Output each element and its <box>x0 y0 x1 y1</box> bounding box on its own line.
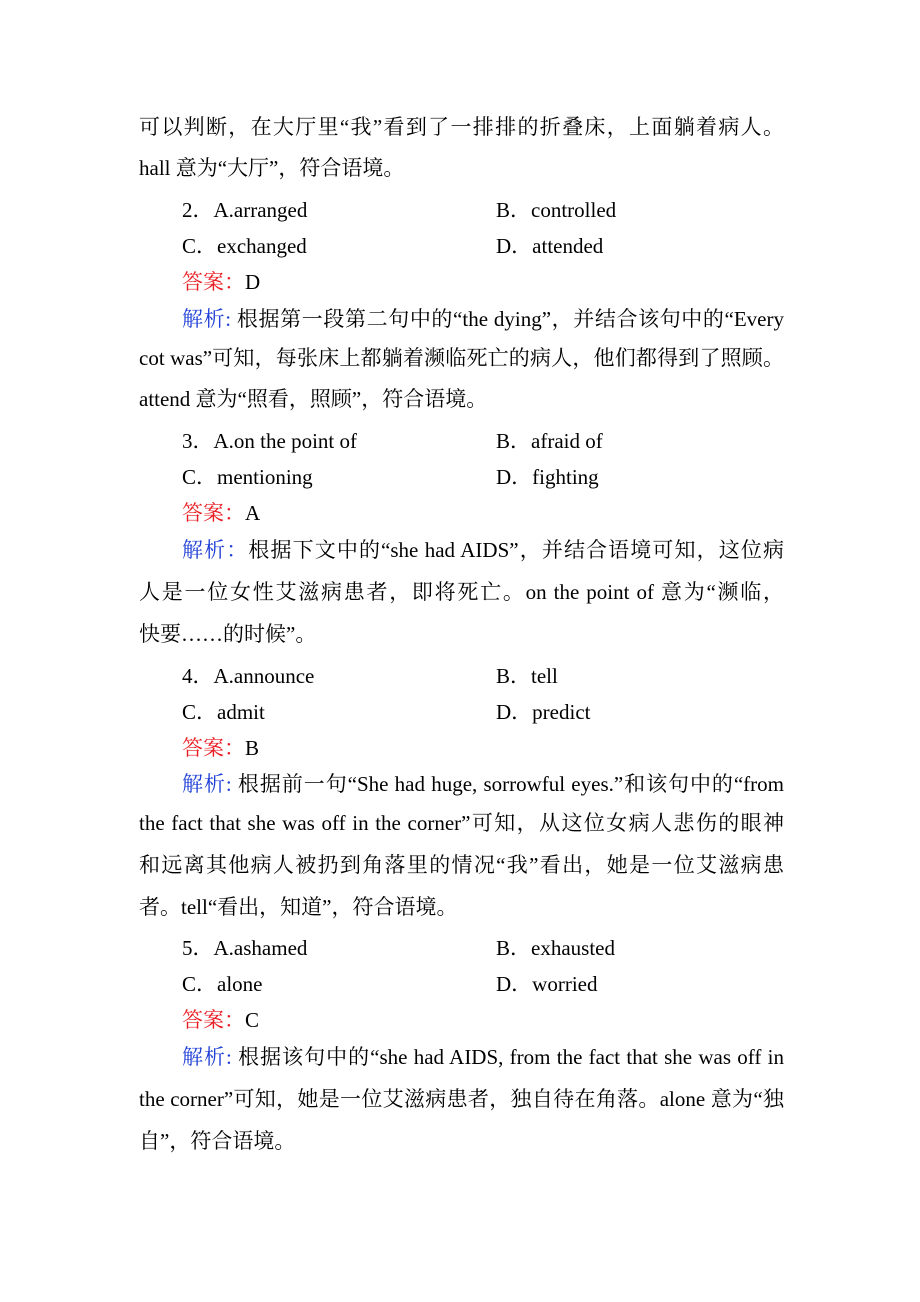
analysis-text: 根据下文中的“she had AIDS”，并结合语境可知，这位病 <box>248 538 784 562</box>
question-4-analysis-line-2: the fact that she was off in the corner”可知，从这位女病人悲伤的眼神 <box>139 811 784 835</box>
intro-line-1: 可以判断，在大厅里“我”看到了一排排的折叠床，上面躺着病人。 <box>139 115 784 139</box>
question-5-analysis-line-2: the corner”可知，她是一位艾滋病患者，独自待在角落。alone 意为“独 <box>139 1087 784 1111</box>
question-4-option-b: B．tell <box>496 664 558 688</box>
question-4-analysis-line-3: 和远离其他病人被扔到角落里的情况“我”看出，她是一位艾滋病患 <box>139 853 784 877</box>
answer-label: 答案： <box>182 736 245 760</box>
answer-value: B <box>245 736 260 760</box>
question-3-analysis-line-1 <box>182 535 784 565</box>
question-2-option-d: D．attended <box>496 234 604 258</box>
question-5-option-c: C．alone <box>182 972 263 996</box>
answer-label: 答案： <box>182 1008 245 1032</box>
answer-value: D <box>245 270 261 294</box>
question-3-option-d: D．fighting <box>496 465 599 489</box>
question-3-option-c: C．mentioning <box>182 465 313 489</box>
question-3-analysis-line-2: 人是一位女性艾滋病患者，即将死亡。on the point of 意为“濒临， <box>139 580 784 604</box>
question-5-option-a: 5．A.ashamed <box>182 936 308 960</box>
question-3-analysis-line-3: 快要……的时候”。 <box>139 622 317 646</box>
question-2-option-a: 2．A.arranged <box>182 198 308 222</box>
analysis-text: 根据该句中的“she had AIDS, from the fact that she was off in <box>231 1045 784 1069</box>
question-5-analysis-line-3: 自”，符合语境。 <box>139 1129 296 1153</box>
question-5-analysis-line-1 <box>182 1042 784 1072</box>
analysis-label: 解析： <box>182 538 249 562</box>
analysis-text: 根据前一句“She had huge, sorrowful eyes.”和该句中的“from <box>231 772 784 796</box>
analysis-label: 解析: <box>182 772 232 796</box>
question-2-analysis-line-2: cot was”可知，每张床上都躺着濒临死亡的病人，他们都得到了照顾。 <box>139 346 784 370</box>
answer-value: A <box>245 501 261 525</box>
question-5-option-d: D．worried <box>496 972 598 996</box>
analysis-label: 解析: <box>182 307 232 331</box>
question-4-answer <box>182 733 259 763</box>
question-4-analysis-line-1 <box>182 769 784 799</box>
question-2-answer <box>182 267 260 297</box>
question-4-option-d: D．predict <box>496 700 591 724</box>
answer-value: C <box>245 1008 260 1032</box>
question-2-analysis-line-1 <box>182 304 784 334</box>
answer-label: 答案： <box>182 501 245 525</box>
question-4-analysis-line-4: 者。tell“看出，知道”，符合语境。 <box>139 895 458 919</box>
question-5-option-b: B．exhausted <box>496 936 615 960</box>
question-5-answer <box>182 1005 259 1035</box>
question-4-option-a: 4．A.announce <box>182 664 315 688</box>
answer-label: 答案： <box>182 270 245 294</box>
question-2-analysis-line-3: attend 意为“照看，照顾”，符合语境。 <box>139 387 488 411</box>
analysis-label: 解析: <box>182 1045 232 1069</box>
intro-line-2: hall 意为“大厅”，符合语境。 <box>139 156 405 180</box>
question-3-answer <box>182 498 260 528</box>
question-3-option-a: 3．A.on the point of <box>182 429 357 453</box>
analysis-text: 根据第一段第二句中的“the dying”，并结合该句中的“Every <box>231 307 784 331</box>
question-4-option-c: C．admit <box>182 700 265 724</box>
question-3-option-b: B．afraid of <box>496 429 603 453</box>
question-2-option-c: C．exchanged <box>182 234 307 258</box>
question-2-option-b: B．controlled <box>496 198 617 222</box>
